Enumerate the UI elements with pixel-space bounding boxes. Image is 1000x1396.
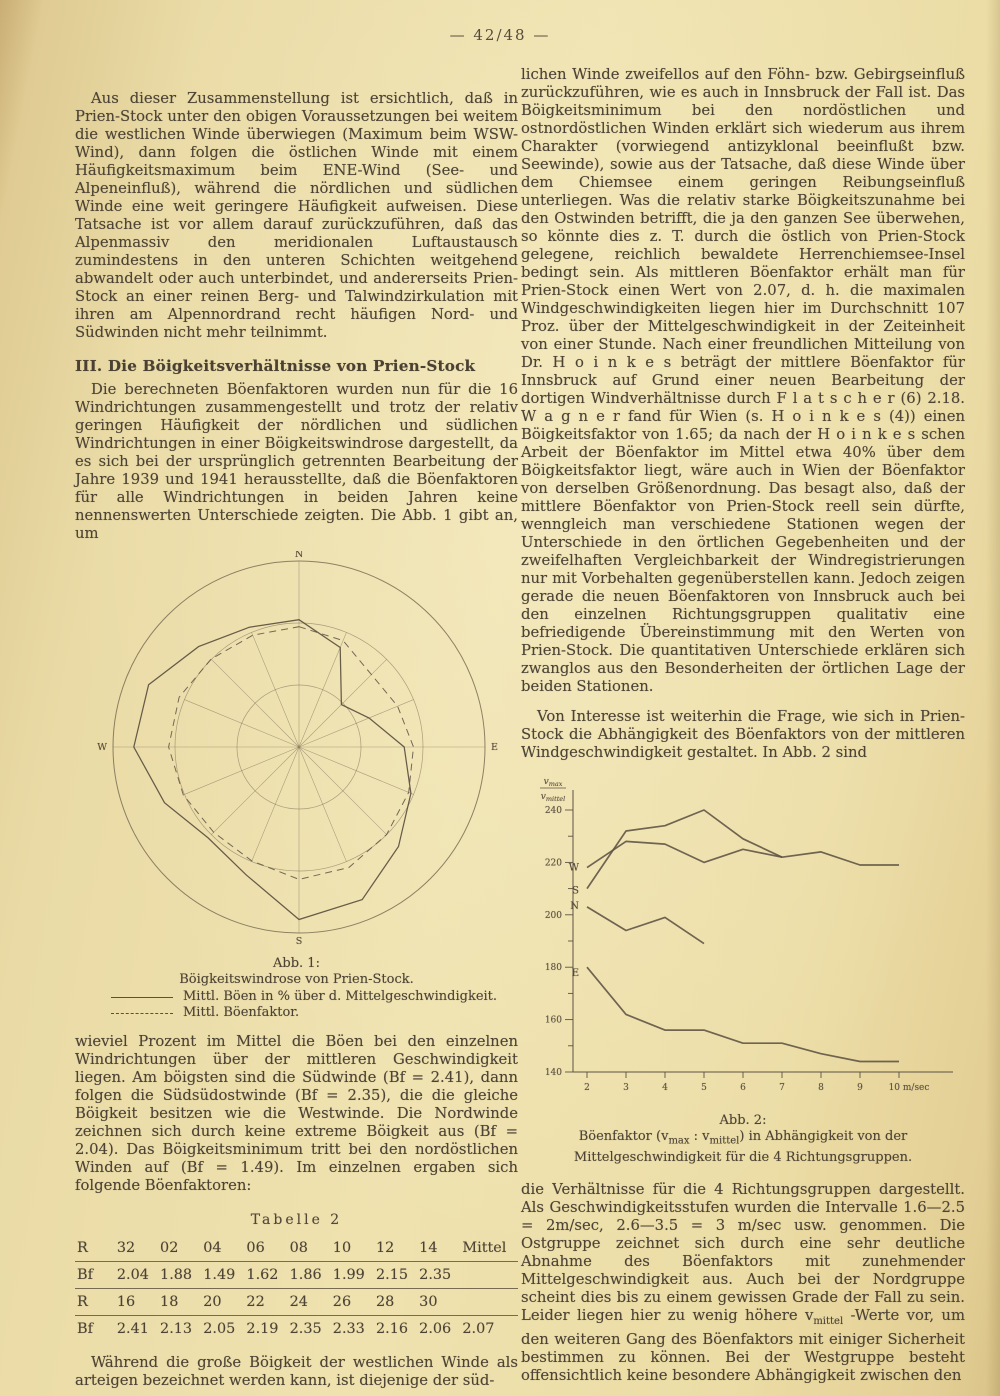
value-cell [460, 1262, 518, 1289]
compass-label: W [97, 742, 107, 753]
value-cell: 10 [331, 1235, 374, 1262]
compass-label: N [294, 551, 304, 560]
value-cell: 08 [288, 1235, 331, 1262]
figure-2-caption [521, 1113, 965, 1166]
paragraph: wieviel Prozent im Mittel die Böen bei den einzelnen Windrichtungen über der mittleren Geschwindigkeit liegen. Am böigsten sind die Südwinde (Bf = 2.41), dann folgen die Südsüdostwinde (Bf = 2.35), die die gleiche Böigkeit besitzen wie die Westwinde. Die Nordwinde zeichnen sich durch keine extreme Böigkeit aus (Bf = 2.04). Das Böigkeitsminimum tritt bei den nordöstlichen Winden auf (Bf = 1.49). Im einzelnen ergaben sich folgende Böenfaktoren: [75, 1033, 518, 1194]
value-cell: 2.41 [116, 1321, 149, 1337]
value-cell: 20 [201, 1289, 244, 1316]
value-cell: 26 [331, 1289, 374, 1316]
spoke [299, 747, 387, 835]
y-tick-label: 220 [544, 858, 562, 869]
legend-label: Mittl. Böen in % über d. Mittelgeschwindigkeit. [183, 989, 498, 1004]
value-cell: 1.62 [244, 1262, 287, 1289]
paragraph: Von Interesse ist weiterhin die Frage, wie sich in Prien-Stock die Abhängigkeit des Böenfaktors von der mittleren Windgeschwindigkeit gestaltet. In Abb. 2 sind [521, 708, 965, 761]
row-label-cell: R [75, 1235, 115, 1262]
value-cell: 1.86 [288, 1262, 331, 1289]
series-label-N: N [570, 900, 579, 912]
y-tick-label: 160 [544, 1015, 562, 1026]
paragraph: Aus dieser Zusammenstellung ist ersichtlich, daß in Prien-Stock unter den obigen Voraussetzungen bei weitem die westlichen Winde überwiegen (Maximum beim WSW-Wind), dann folgen die östlichen Winde mit einem Häufigkeitsmaximum beim ENE-Wind (See- und Alpeneinfluß), während die nördlichen und südlichen Winde eine weit geringere Häufigkeit aufweisen. Diese Tatsache ist vor allem darauf zurückzuführen, daß das Alpenmassiv den meridionalen Luftaustausch zumindestens in den unteren Schichten weitgehend abwandelt oder auch unterbindet, und andererseits Prien-Stock an einer reinen Berg- und Talwindzirkulation mit ihren am Alpennordrand recht häufigen Nord- und Südwinden nicht mehr teilnimmt. [75, 90, 518, 341]
y-axis-title-numerator: $v_{max}$ [543, 777, 563, 788]
figure-1-legend [75, 989, 518, 1021]
figure-2-label: Abb. 2: [719, 1113, 767, 1128]
value-cell: 1.88 [158, 1262, 201, 1289]
left-column [75, 90, 518, 1390]
value-cell: 2.33 [332, 1321, 365, 1337]
row-label-cell: Bf [77, 1321, 93, 1337]
spoke [252, 632, 299, 747]
legend-item-dashed [111, 1005, 518, 1021]
series-line-E [587, 967, 899, 1061]
value-cell: 1.99 [331, 1262, 374, 1289]
value-cell: 2.07 [462, 1321, 495, 1337]
figure-1-windrose [75, 551, 518, 1021]
tabelle-2-body [75, 1235, 518, 1342]
line-chart-svg [523, 770, 963, 1106]
legend-item-solid [111, 989, 518, 1005]
compass-label: E [491, 742, 498, 753]
spoke [299, 659, 387, 747]
series-line-S [587, 810, 782, 889]
paragraph: die Verhältnisse für die 4 Richtungsgruppen dargestellt. Als Geschwindigkeitsstufen wurden die Intervalle 1.6—2.5 = 2m/sec, 2.6—3.5 = 3 m/sec usw. genommen. Die Ostgruppe zeichnet sich durch eine sehr deutliche Abnahme des Böenfaktors mit zunehmender Mittelgeschwindigkeit aus. Auch bei der Nordgruppe scheint dies bis zu einem gewissen Grade der Fall zu sein. Leider liegen hier zu wenig höhere $v_{mittel}$ -Werte vor, um den weiteren Gang des Böenfaktors mit einiger Sicherheit bestimmen zu können. Bei der Westgruppe besteht offensichtlich keine besondere Abhängigkeit zwischen den [521, 1180, 965, 1384]
series-line-N [587, 907, 704, 944]
table-row [75, 1235, 518, 1262]
page-number: — 42/48 — [449, 26, 551, 44]
value-cell: 2.06 [419, 1321, 452, 1337]
x-tick-label: 10 m/sec [888, 1083, 930, 1093]
value-cell: 04 [201, 1235, 244, 1262]
solid-line-swatch [111, 997, 173, 998]
spoke [299, 632, 346, 747]
value-cell: 2.35 [417, 1262, 460, 1289]
series-line-W [587, 841, 899, 867]
value-cell: 2.04 [115, 1262, 158, 1289]
spoke [299, 747, 414, 794]
spoke [184, 700, 299, 747]
x-tick-label: 7 [779, 1083, 785, 1093]
value-cell: 2.05 [203, 1321, 236, 1337]
table-row [75, 1262, 518, 1289]
x-tick-label: 5 [701, 1083, 707, 1093]
spoke [211, 747, 299, 835]
value-cell: 24 [288, 1289, 331, 1316]
figure-1-title: Böigkeitswindrose von Prien-Stock. [179, 972, 414, 987]
figure-2-line-chart [521, 770, 965, 1166]
x-tick-label: 9 [857, 1083, 863, 1093]
value-cell: 2.13 [160, 1321, 193, 1337]
spoke [211, 659, 299, 747]
value-cell: 2.16 [375, 1321, 409, 1337]
x-tick-label: 6 [740, 1083, 746, 1093]
windrose-svg [75, 551, 518, 949]
spoke [184, 747, 299, 794]
dashed-boenfaktor-polygon [169, 627, 414, 880]
series-label-S: S [572, 885, 579, 897]
figure-2-title: Böenfaktor ($v_{max}$ : $v_{mittel}$) in Abhängigkeit von der Mittelgeschwindigkeit für die 4 Richtungsgruppen. [573, 1129, 913, 1165]
x-tick-label: 4 [662, 1083, 668, 1093]
paragraph: Während die große Böigkeit der westlichen Winde als arteigen bezeichnet werden kann, ist diejenige der süd- [75, 1354, 518, 1389]
figure-1-label: Abb. 1: [273, 956, 320, 971]
value-cell: 22 [244, 1289, 287, 1316]
table-row [75, 1289, 518, 1316]
value-cell: 18 [158, 1289, 201, 1316]
value-cell: 30 [417, 1289, 460, 1316]
value-cell [460, 1289, 518, 1316]
table-row [75, 1316, 518, 1343]
series-label-E: E [571, 968, 579, 980]
row-label-cell: Bf [75, 1262, 115, 1289]
row-label-cell: R [75, 1289, 115, 1316]
compass-label: S [295, 936, 303, 947]
value-cell: 02 [158, 1235, 201, 1262]
paragraph: lichen Winde zweifellos auf den Föhn- bzw. Gebirgseinfluß zurückzuführen, wie es auch in Innsbruck der Fall ist. Das Böigkeitsminimum bei den nordöstlichen und ostnordöstlichen Winden erklärt sich wiederum aus ihrem Charakter (vorwiegend antizyklonal beeinflußt bzw. Seewinde), sowie aus der Tatsache, daß diese Winde über dem Chiemsee einem geringen Reibungseinfluß unterliegen. Was die relativ starke Böigkeitszunahme bei den Ostwinden betrifft, die ja den ganzen See überwehen, so könnte dies z. T. durch die östlich von Prien-Stock gelegene, reichlich bewaldete Herrenchiemsee-Insel bedingt sein. Als mittleren Böenfaktor erhält man für Prien-Stock einen Wert von 2.07, d. h. die maximalen Windgeschwindigkeiten liegen hier im Durchschnitt 107 Proz. über der Mittelgeschwindigkeit in der Zeiteinheit von einer Stunde. Nach einer freundlichen Mitteilung von Dr. H o i n k e s beträgt der mittlere Böenfaktor für Innsbruck auf Grund einer neuen Bearbeitung der dortigen Windverhältnisse durch F l a t s c h e r (6) 2.18. W a g n e r fand für Wien (s. H o i n k e s (4)) einen Böigkeitsfaktor von 1.65; da nach der H o i n k e s schen Arbeit der Böenfaktor im Mittel etwa 40% über dem Böigkeitsfaktor liegt, wäre auch in Wien der Böenfaktor von derselben Größenordnung. Das besagt also, daß der mittlere Böenfaktor von Prien-Stock reell sein dürfte, wenngleich man verschiedene Stationen wegen der Unterschiede in den örtlichen Gegebenheiten und der zweifelhaften Vergleichbarkeit der Windregistrierungen nur mit Vorbehalten gegenüberstellen kann. Jedoch zeigen gerade die neuen Böenfaktoren von Innsbruck auch bei den einzelnen Richtungsgruppen qualitativ eine befriedigende Übereinstimmung mit den Werten von Prien-Stock. Die quantitativen Unterschiede erklären sich zwanglos aus den Besonderheiten der örtlichen Lage der beiden Stationen. [521, 66, 965, 695]
figure-2-title-line2: Mittelgeschwindigkeit für die 4 Richtungsgruppen. [573, 1149, 913, 1165]
y-tick-label: 240 [544, 806, 562, 816]
value-cell: 14 [417, 1235, 460, 1262]
spoke [252, 747, 299, 862]
value-cell: 16 [115, 1289, 158, 1316]
right-column [521, 66, 965, 1385]
series-label-W: W [568, 862, 579, 874]
figure-1-caption [75, 956, 518, 988]
y-axis-title-denominator: $v_{mittel}$ [540, 792, 566, 803]
x-tick-label: 2 [584, 1083, 590, 1093]
value-cell: 28 [374, 1289, 417, 1316]
value-cell: 2.19 [246, 1321, 279, 1337]
x-tick-label: 3 [623, 1083, 629, 1093]
x-tick-label: 8 [818, 1083, 824, 1093]
value-cell: 06 [244, 1235, 287, 1262]
tabelle-2 [75, 1235, 518, 1342]
y-tick-label: 180 [544, 963, 562, 974]
value-cell: 2.15 [374, 1262, 417, 1289]
y-tick-label: 140 [544, 1068, 562, 1078]
legend-label: Mittl. Böenfaktor. [183, 1005, 300, 1020]
section-heading: III. Die Böigkeitsverhältnisse von Prien-Stock [75, 357, 476, 375]
y-tick-label: 200 [544, 910, 562, 921]
value-cell: Mittel [460, 1235, 518, 1262]
paragraph: Die berechneten Böenfaktoren wurden nun für die 16 Windrichtungen zusammengestellt und trotz der relativ geringen Häufigkeit der nördlichen und südlichen Windrichtungen in einer Böigkeitswindrose dargestellt, da es sich bei der ursprünglich getrennten Bearbeitung der Jahre 1939 und 1941 herausstellte, daß die Böenfaktoren für alle Windrichtungen in beiden Jahren keine nennenswerten Unterschiede zeigten. Die Abb. 1 gibt an, um [75, 381, 518, 542]
value-cell: 12 [374, 1235, 417, 1262]
value-cell: 1.49 [201, 1262, 244, 1289]
dashed-line-swatch [111, 1013, 173, 1014]
spoke [299, 747, 346, 862]
value-cell: 2.35 [289, 1321, 322, 1337]
table-title: Tabelle 2 [250, 1212, 343, 1228]
value-cell: 32 [115, 1235, 158, 1262]
